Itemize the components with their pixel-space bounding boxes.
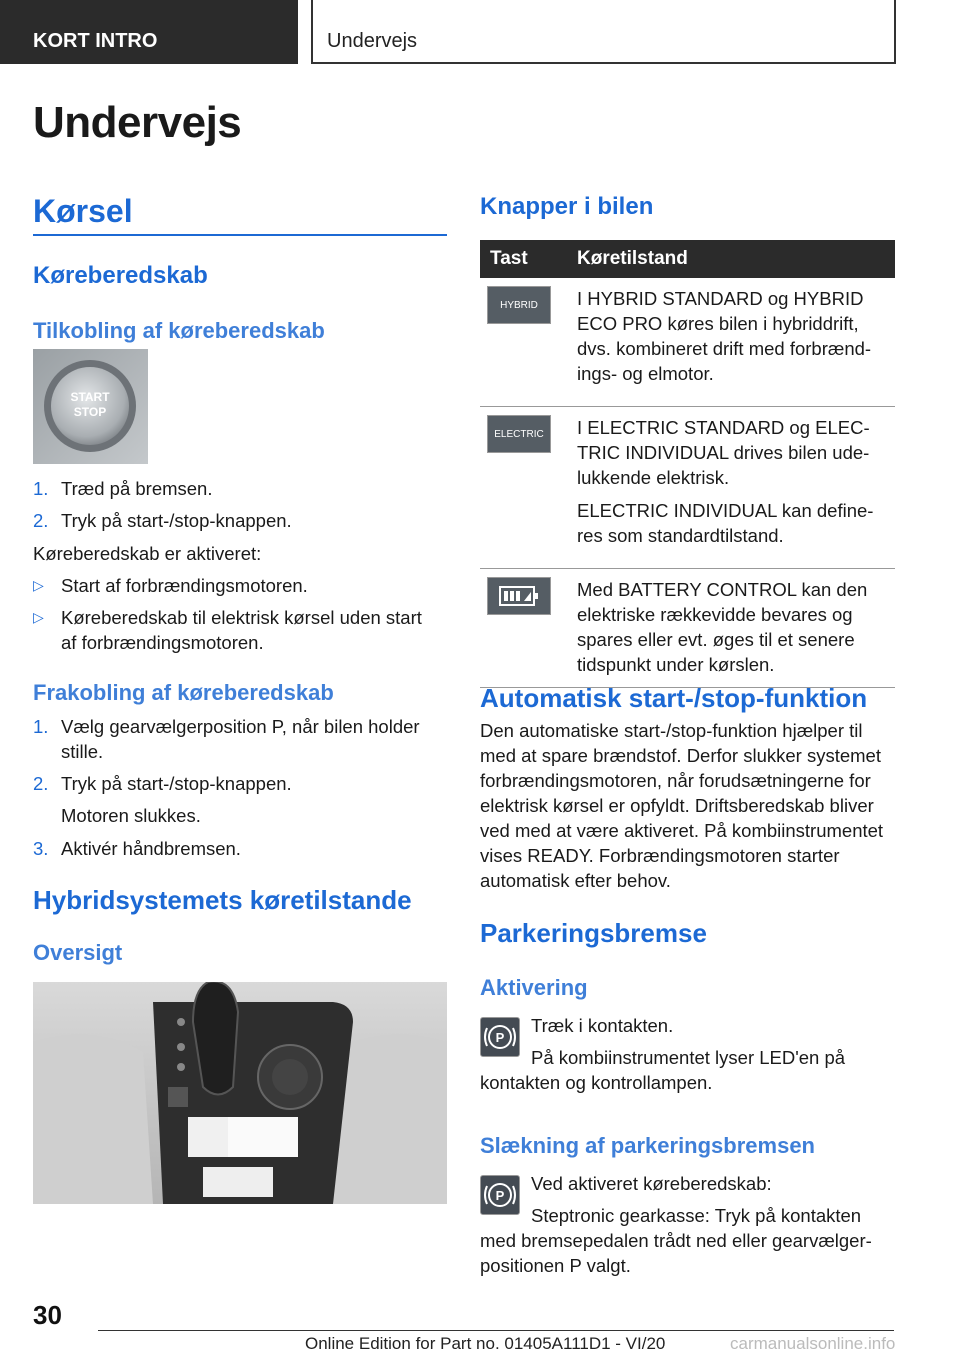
text-line: med at spare brændstof. Derfor slukker systemet	[480, 745, 881, 766]
section-tab[interactable]	[311, 0, 896, 64]
release-condition: Ved aktiveret køreberedskab:	[531, 1173, 772, 1194]
step-text: Træd på bremsen.	[61, 478, 213, 499]
activation-heading: Aktivering	[480, 975, 588, 1000]
stop-label: STOP	[73, 405, 107, 419]
section-rule	[33, 234, 447, 236]
footer-edition: Online Edition for Part no. 01405A111D1 - VI/20	[305, 1334, 666, 1353]
step-text: Aktivér håndbremsen.	[61, 838, 241, 859]
page-number: 30	[33, 1300, 62, 1330]
subheading-tilkobling: Tilkobling af køreberedskab	[33, 318, 325, 343]
section-tab-label: Undervejs	[327, 30, 418, 52]
start-label: START	[70, 390, 110, 404]
subheading-oversigt: Oversigt	[33, 940, 123, 965]
mode-text-line: TRIC INDIVIDUAL drives bilen ude-	[577, 442, 870, 463]
mode-text-line: I ELECTRIC STANDARD og ELEC-	[577, 417, 870, 438]
step-text: Vælg gearvælgerposition P, når bilen holder	[61, 716, 420, 737]
mode-text-line: tidspunkt under kørslen.	[577, 654, 775, 675]
text-line: automatisk efter behov.	[480, 870, 671, 891]
step-number: 2.	[33, 510, 49, 531]
parking-brake-switch-icon	[480, 1017, 520, 1057]
step-text: Tryk på start-/stop-knappen.	[61, 510, 292, 531]
bullet-text: Start af forbrændingsmotoren.	[61, 575, 308, 596]
auto-start-stop-text	[480, 718, 883, 893]
activated-note: Køreberedskab er aktiveret:	[33, 543, 262, 564]
mode-text-line: Med BATTERY CONTROL kan den	[577, 579, 868, 600]
column-header-key: Tast	[480, 240, 567, 278]
electric-button-icon: ELECTRIC	[487, 415, 551, 453]
center-console-image	[33, 982, 447, 1204]
auto-start-stop-heading: Automatisk start-/stop-funktion	[480, 683, 868, 713]
step-number: 2.	[33, 773, 49, 794]
drive-mode-table	[480, 240, 895, 688]
release-step: Steptronic gearkasse: Tryk på kontakten	[531, 1205, 862, 1226]
footer-rule	[98, 1330, 894, 1331]
section-heading: Kørsel	[33, 193, 133, 229]
text-line: elektrisk kørsel er opfyldt. Driftsberedskab bliver	[480, 795, 874, 816]
mode-text-line: ELECTRIC INDIVIDUAL kan define-	[577, 500, 874, 521]
svg-text:P: P	[495, 1030, 505, 1045]
release-heading: Slækning af parkeringsbremsen	[480, 1133, 815, 1158]
mode-text-line: I HYBRID STANDARD og HYBRID	[577, 288, 864, 309]
keys-heading: Knapper i bilen	[480, 193, 654, 220]
mode-text-line: ECO PRO køres bilen i hybriddrift,	[577, 313, 859, 334]
step-text-cont: stille.	[61, 741, 104, 762]
text-line: Den automatiske start-/stop-funktion hjælper til	[480, 720, 863, 741]
bullet-text: Køreberedskab til elektrisk kørsel uden start	[61, 607, 422, 628]
subheading-koereberedskab: Køreberedskab	[33, 262, 208, 289]
step-result: Motoren slukkes.	[61, 805, 201, 826]
mode-text-line: spares eller evt. øges til et senere	[577, 629, 855, 650]
step-number: 3.	[33, 838, 49, 859]
step-text: Tryk på start-/stop-knappen.	[61, 773, 292, 794]
text-line: vises READY. Forbrændingsmotoren starter	[480, 845, 840, 866]
parking-brake-heading: Parkeringsbremse	[480, 918, 707, 948]
bullet-triangle-icon: ▷	[33, 577, 44, 593]
column-header-mode: Køretilstand	[567, 240, 895, 278]
start-stop-button-image	[33, 349, 148, 464]
step-number: 1.	[33, 716, 49, 737]
mode-text-line: dvs. kombineret drift med forbrænd-	[577, 338, 872, 359]
text-line: ved med at være aktiveret. På kombiinstrumentet	[480, 820, 884, 841]
chapter-tab-label: KORT INTRO	[33, 30, 158, 52]
activation-result: På kombiinstrumentet lyser LED'en på	[531, 1047, 846, 1068]
mode-text-line: lukkende elektrisk.	[577, 467, 730, 488]
hybrid-button-icon: HYBRID	[487, 286, 551, 324]
watermark: carmanualsonline.info	[730, 1334, 896, 1353]
mode-cell	[567, 278, 895, 407]
mode-text-line: res som standardtilstand.	[577, 525, 784, 546]
key-cell	[480, 407, 567, 569]
page-title: Undervejs	[33, 98, 242, 147]
release-step-cont: positionen P valgt.	[480, 1255, 631, 1276]
activation-result-cont: kontakten og kontrollampen.	[480, 1072, 713, 1093]
svg-text:P: P	[495, 1188, 505, 1203]
activation-step: Træk i kontakten.	[531, 1015, 674, 1036]
bullet-text-cont: af forbrændingsmotoren.	[61, 632, 264, 653]
mode-cell	[567, 569, 895, 688]
table-row	[480, 278, 895, 407]
battery-control-icon	[487, 577, 551, 615]
parking-brake-switch-icon	[480, 1175, 520, 1215]
mode-text-line: ings- og elmotor.	[577, 363, 714, 384]
step-number: 1.	[33, 478, 49, 499]
table-row	[480, 407, 895, 569]
bullet-triangle-icon: ▷	[33, 609, 44, 625]
chapter-tab[interactable]	[0, 0, 298, 64]
table-row	[480, 569, 895, 688]
mode-cell	[567, 407, 895, 569]
table-header-row	[480, 240, 895, 278]
mode-text-line: elektriske rækkevidde bevares og	[577, 604, 853, 625]
subheading-hybridsystem: Hybridsystemets køretilstande	[33, 885, 412, 915]
text-line: forbrændingsmotoren, når forudsætningerne for	[480, 770, 871, 791]
release-step-cont: med bremsepedalen trådt ned eller gearvælger-	[480, 1230, 872, 1251]
key-cell	[480, 569, 567, 688]
subheading-frakobling: Frakobling af køreberedskab	[33, 680, 334, 705]
key-cell	[480, 278, 567, 407]
